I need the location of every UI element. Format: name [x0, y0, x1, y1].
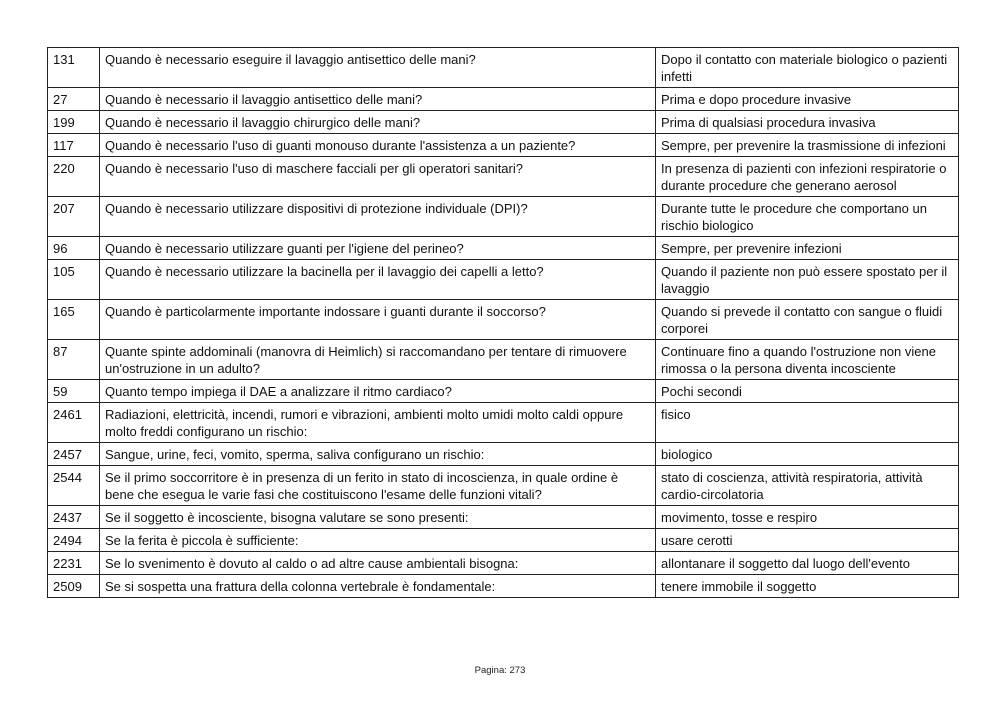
answer-cell: movimento, tosse e respiro: [656, 506, 959, 529]
question-cell: Se il primo soccorritore è in presenza di un ferito in stato di incoscienza, in quale ordine è bene che esegua le varie fasi che costituiscono l'esame delle funzioni vitali?: [100, 466, 656, 506]
question-cell: Quando è necessario il lavaggio chirurgico delle mani?: [100, 111, 656, 134]
question-number-cell: 105: [48, 260, 100, 300]
question-cell: Quanto tempo impiega il DAE a analizzare il ritmo cardiaco?: [100, 380, 656, 403]
question-number-cell: 199: [48, 111, 100, 134]
question-cell: Se il soggetto è incosciente, bisogna valutare se sono presenti:: [100, 506, 656, 529]
question-cell: Quando è necessario l'uso di guanti monouso durante l'assistenza a un paziente?: [100, 134, 656, 157]
question-cell: Quando è necessario eseguire il lavaggio antisettico delle mani?: [100, 48, 656, 88]
question-number-cell: 2231: [48, 552, 100, 575]
table-row: [48, 575, 959, 598]
table-row: [48, 260, 959, 300]
answer-cell: In presenza di pazienti con infezioni respiratorie o durante procedure che generano aerosol: [656, 157, 959, 197]
question-cell: Radiazioni, elettricità, incendi, rumori e vibrazioni, ambienti molto umidi molto caldi oppure molto freddi configurano un rischio:: [100, 403, 656, 443]
question-number-cell: 220: [48, 157, 100, 197]
answer-cell: Prima di qualsiasi procedura invasiva: [656, 111, 959, 134]
answer-cell: biologico: [656, 443, 959, 466]
answer-cell: tenere immobile il soggetto: [656, 575, 959, 598]
answer-cell: allontanare il soggetto dal luogo dell'evento: [656, 552, 959, 575]
question-number-cell: 96: [48, 237, 100, 260]
table-row: [48, 134, 959, 157]
question-number-cell: 117: [48, 134, 100, 157]
answer-cell: usare cerotti: [656, 529, 959, 552]
question-number-cell: 207: [48, 197, 100, 237]
question-cell: Se si sospetta una frattura della colonna vertebrale è fondamentale:: [100, 575, 656, 598]
answer-cell: Pochi secondi: [656, 380, 959, 403]
table-row: [48, 197, 959, 237]
quiz-table: [47, 47, 959, 598]
table-row: [48, 157, 959, 197]
table-row: [48, 403, 959, 443]
table-row: [48, 300, 959, 340]
question-cell: Quando è particolarmente importante indossare i guanti durante il soccorso?: [100, 300, 656, 340]
question-number-cell: 2461: [48, 403, 100, 443]
question-cell: Quante spinte addominali (manovra di Heimlich) si raccomandano per tentare di rimuovere un'ostruzione in un adulto?: [100, 340, 656, 380]
answer-cell: Prima e dopo procedure invasive: [656, 88, 959, 111]
table-row: [48, 443, 959, 466]
question-cell: Quando è necessario utilizzare dispositivi di protezione individuale (DPI)?: [100, 197, 656, 237]
answer-cell: Sempre, per prevenire infezioni: [656, 237, 959, 260]
table-row: [48, 340, 959, 380]
answer-cell: Quando il paziente non può essere spostato per il lavaggio: [656, 260, 959, 300]
table-row: [48, 48, 959, 88]
question-cell: Quando è necessario utilizzare la bacinella per il lavaggio dei capelli a letto?: [100, 260, 656, 300]
table-row: [48, 529, 959, 552]
quiz-table-body: [48, 48, 959, 598]
answer-cell: Continuare fino a quando l'ostruzione non viene rimossa o la persona diventa incosciente: [656, 340, 959, 380]
question-cell: Quando è necessario il lavaggio antisettico delle mani?: [100, 88, 656, 111]
question-cell: Se lo svenimento è dovuto al caldo o ad altre cause ambientali bisogna:: [100, 552, 656, 575]
table-row: [48, 88, 959, 111]
question-number-cell: 2494: [48, 529, 100, 552]
question-number-cell: 59: [48, 380, 100, 403]
answer-cell: Quando si prevede il contatto con sangue o fluidi corporei: [656, 300, 959, 340]
question-number-cell: 165: [48, 300, 100, 340]
table-row: [48, 380, 959, 403]
question-number-cell: 2457: [48, 443, 100, 466]
page-number: Pagina: 273: [474, 665, 526, 676]
answer-cell: fisico: [656, 403, 959, 443]
table-row: [48, 111, 959, 134]
question-cell: Se la ferita è piccola è sufficiente:: [100, 529, 656, 552]
question-cell: Quando è necessario utilizzare guanti per l'igiene del perineo?: [100, 237, 656, 260]
question-number-cell: 2509: [48, 575, 100, 598]
question-number-cell: 2544: [48, 466, 100, 506]
answer-cell: stato di coscienza, attività respiratoria, attività cardio-circolatoria: [656, 466, 959, 506]
answer-cell: Sempre, per prevenire la trasmissione di infezioni: [656, 134, 959, 157]
question-cell: Quando è necessario l'uso di maschere facciali per gli operatori sanitari?: [100, 157, 656, 197]
answer-cell: Durante tutte le procedure che comportano un rischio biologico: [656, 197, 959, 237]
question-number-cell: 2437: [48, 506, 100, 529]
table-row: [48, 552, 959, 575]
question-number-cell: 87: [48, 340, 100, 380]
question-cell: Sangue, urine, feci, vomito, sperma, saliva configurano un rischio:: [100, 443, 656, 466]
table-row: [48, 466, 959, 506]
question-number-cell: 131: [48, 48, 100, 88]
answer-cell: Dopo il contatto con materiale biologico o pazienti infetti: [656, 48, 959, 88]
table-row: [48, 237, 959, 260]
question-number-cell: 27: [48, 88, 100, 111]
table-row: [48, 506, 959, 529]
